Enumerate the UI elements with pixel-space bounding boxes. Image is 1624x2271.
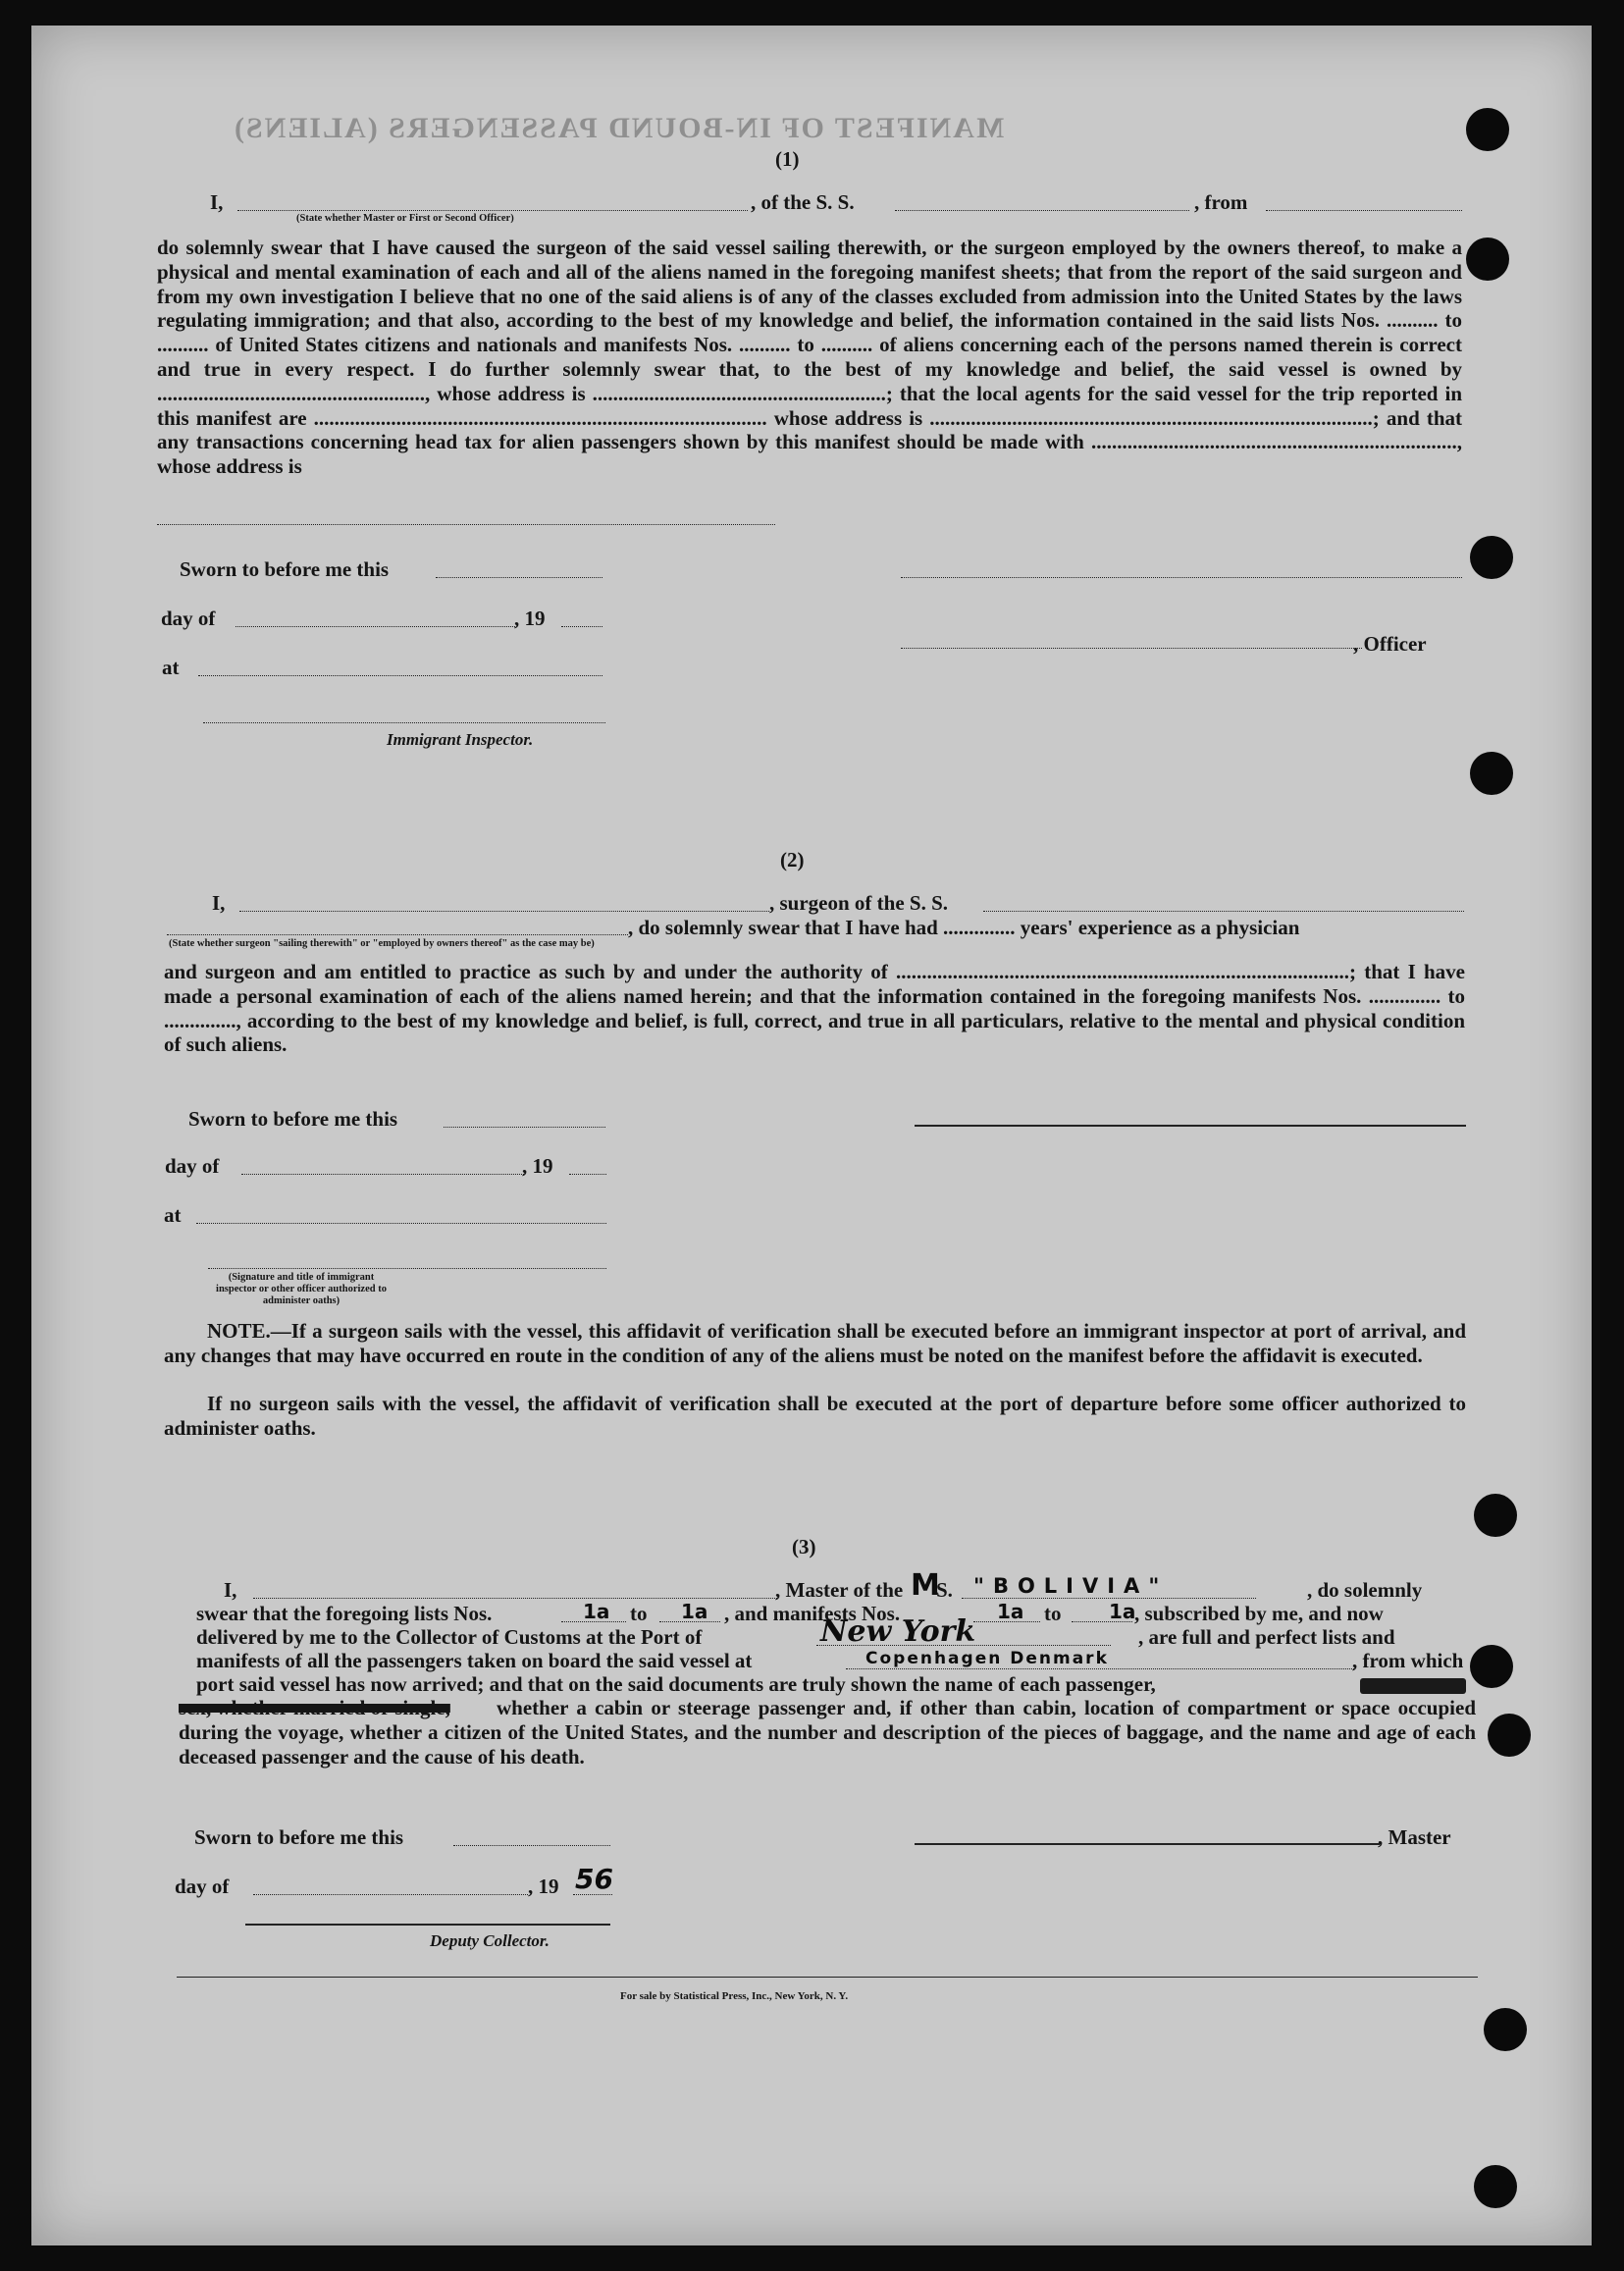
sec3-master-of-label: , Master of the (775, 1578, 904, 1602)
sec3-from-which-label: , from which (1352, 1649, 1464, 1672)
manifest-sheet (31, 26, 1592, 2245)
section-1-number: (1) (775, 147, 800, 171)
sec2-ship-line (983, 911, 1464, 912)
sec2-note-2: If no surgeon sails with the vessel, the affidavit of verification shall be executed at the port of departure before some officer authorized to administer oaths. (164, 1392, 1466, 1440)
punch-hole (1466, 238, 1509, 281)
sec1-inspector-line (203, 722, 605, 723)
sec3-do-solemnly-label: , do solemnly (1307, 1578, 1423, 1602)
sec1-day-line (236, 626, 515, 627)
footer-rule (177, 1977, 1478, 1978)
sec1-officer-sig-line (901, 648, 1362, 649)
sec3-list-to: 1a (681, 1600, 708, 1623)
sec1-of-ss-label: , of the S. S. (751, 190, 855, 214)
bleed-through-header: MANIFEST OF IN-BOUND PASSENGERS (ALIENS) (233, 112, 1005, 144)
sec2-sworn-line (444, 1127, 605, 1128)
punch-hole (1470, 752, 1513, 795)
sec1-sworn-line (436, 577, 602, 578)
sec3-port-said-label: port said vessel has now arrived; and that on the said documents are truly shown the name of each passenger, (196, 1672, 1156, 1696)
sec3-day-of-label: day of (175, 1875, 230, 1898)
sec3-whether-text: whether a cabin or steerage passenger and, if other than cabin, location of compartment or space occupied during the voyage, whether a citizen of the United States, and the number and description of the pieces of baggage, and the name and age of each deceased passenger and the cause of his death. (179, 1696, 1476, 1769)
sec3-year-handwritten: 56 (575, 1863, 613, 1895)
section-2-number: (2) (780, 848, 805, 871)
sec2-swear-label: , do solemnly swear that I have had .............. years' experience as a physician (628, 916, 1300, 939)
punch-hole (1474, 2165, 1517, 2208)
sec1-day-of-label: day of (161, 607, 216, 630)
punch-hole (1484, 2008, 1527, 2051)
sec3-ship-name: "BOLIVIA" (973, 1574, 1169, 1598)
sec2-note-1: NOTE.—If a surgeon sails with the vessel, this affidavit of verification shall be executed before an immigrant inspector at port of arrival, and any changes that may have occurred en route in the condition of any of the aliens must be noted on the manifest before the affidavit is executed. (164, 1319, 1466, 1367)
punch-hole (1474, 1494, 1517, 1537)
sec3-manifests-all-label: manifests of all the passengers taken on board the said vessel at (196, 1649, 753, 1672)
sec3-ms-handwritten: M (911, 1568, 940, 1603)
sec1-sig-line-1 (901, 577, 1462, 578)
sec3-sworn-label: Sworn to before me this (194, 1825, 404, 1849)
sec3-redaction-mark (1360, 1678, 1466, 1694)
sec3-list-from: 1a (583, 1600, 610, 1623)
sec2-year-line (569, 1174, 606, 1175)
punch-hole (1488, 1714, 1531, 1757)
sec1-body: do solemnly swear that I have caused the surgeon of the said vessel sailing therewith, or the surgeon employed by the owners thereof, to make a physical and mental examination of each and all of the aliens named in the foregoing manifest sheets; that from the report of the said surgeon and from my own investigation I believe that no one of the said aliens is of any of the classes excluded from admission into the United States by the laws regulating immigration; and that also, according to the best of my knowledge and belief, the information contained in the said lists Nos. .......... to .......... of United States citizens and nationals and manifests Nos. .......... to .......... of aliens concerning each of the persons named therein is correct and true in every respect. I do further solemnly swear that, to the best of my knowledge and belief, the said vessel is owned by ...................................................., whose address is .........................................................; that the local agents for the said vessel for the trip reported in this manifest are ........................................................................................ whose address is ......................................................................................; and that any transactions concerning head tax for alien passengers shown by this manifest should be made with ......................................................................., whose address is (157, 236, 1462, 479)
sec3-swear-lists-label: swear that the foregoing lists Nos. (196, 1602, 493, 1625)
sec3-deputy-line (245, 1924, 610, 1926)
sec1-at-line (198, 675, 602, 676)
sec1-year-label: , 19 (514, 607, 546, 630)
sec1-hint: (State whether Master or First or Second Officer) (296, 213, 514, 224)
sec3-departure-port: Copenhagen Denmark (865, 1649, 1109, 1668)
sec1-officer-label: , Officer (1353, 632, 1427, 656)
sec3-master-label: , Master (1378, 1825, 1451, 1849)
sec2-surgeon-of-label: , surgeon of the S. S. (769, 891, 949, 915)
punch-hole (1466, 108, 1509, 151)
sec1-from-label: , from (1194, 190, 1248, 214)
sec3-to-1-label: to (630, 1602, 648, 1625)
sec1-from-line (1266, 210, 1462, 211)
sec2-day-of-label: day of (165, 1154, 220, 1178)
sec2-at-label: at (164, 1203, 182, 1227)
sec3-delivered-label: delivered by me to the Collector of Customs at the Port of (196, 1625, 703, 1649)
sec2-body: and surgeon and am entitled to practice as such by and under the authority of ........................................................................................; that I have made a personal examination of each of the aliens named herein; and that the information contained in the foregoing manifests Nos. .............. to .............., according to the best of my knowledge and belief, is full, correct, and true in all particulars, relative to the mental and physical condition of such aliens. (164, 960, 1465, 1057)
sec3-deputy-label: Deputy Collector. (430, 1931, 550, 1950)
sec3-to-2-label: to (1044, 1602, 1062, 1625)
section-3-number: (3) (792, 1535, 816, 1558)
sec2-sig-hint: (Signature and title of immigrant inspector or other officer authorized to administer oaths) (216, 1272, 387, 1306)
sec2-status-line (167, 934, 628, 935)
sec2-day-line (241, 1174, 524, 1175)
sec3-day-line (253, 1894, 528, 1895)
sec3-s-label: S. (936, 1578, 953, 1602)
sec1-inspector-label: Immigrant Inspector. (387, 730, 534, 749)
sec3-man-from: 1a (997, 1600, 1024, 1623)
sec3-dep-port-line (846, 1668, 1354, 1669)
sec1-ship-line (895, 210, 1189, 211)
sec3-sworn-line (453, 1845, 610, 1846)
sec3-and-manifests-label: , and manifests Nos. (724, 1602, 901, 1625)
sec2-surgeon-name-line (239, 911, 769, 912)
sec1-officer-name-line (237, 210, 748, 211)
footer-printer: For sale by Statistical Press, Inc., New York, N. Y. (620, 1990, 849, 2002)
sec2-hint: (State whether surgeon "sailing therewith" or "employed by owners thereof" as the case may be) (169, 938, 595, 949)
sec2-i-label: I, (212, 891, 226, 915)
sec1-at-label: at (162, 656, 180, 679)
sec3-port-handwritten: New York (820, 1614, 976, 1649)
sec1-extra-line (157, 524, 775, 525)
punch-hole (1470, 536, 1513, 579)
sec1-sworn-label: Sworn to before me this (180, 557, 390, 581)
sec3-ship-line (962, 1598, 1256, 1599)
sec3-year-label: , 19 (528, 1875, 559, 1898)
sec3-master-name-line (253, 1598, 777, 1599)
sec2-at-line (196, 1223, 606, 1224)
sec3-master-sig-line (915, 1843, 1380, 1845)
sec3-i-label: I, (224, 1578, 237, 1602)
sec1-i-label: I, (210, 190, 224, 214)
sec3-man-to: 1a (1109, 1600, 1136, 1623)
sec3-full-label: , are full and perfect lists and (1138, 1625, 1395, 1649)
sec2-year-label: , 19 (522, 1154, 553, 1178)
sec3-subscribed-label: , subscribed by me, and now (1134, 1602, 1384, 1625)
sec2-sworn-label: Sworn to before me this (188, 1107, 398, 1131)
sec3-struck-text: sex, whether married or single, (179, 1696, 450, 1719)
sec1-year-line (561, 626, 602, 627)
sec2-inspector-line (208, 1268, 606, 1269)
sec2-sig-line (915, 1125, 1466, 1127)
punch-hole (1470, 1645, 1513, 1688)
